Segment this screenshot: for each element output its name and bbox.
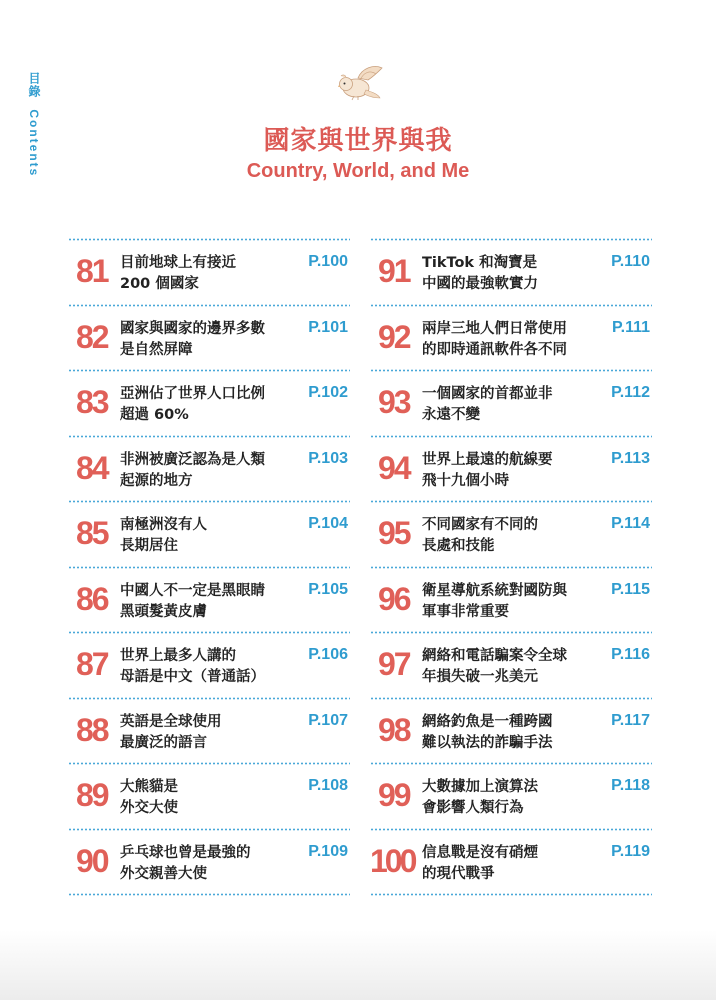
page-ref[interactable]: P.111: [612, 318, 650, 336]
toc-item-97[interactable]: [370, 634, 652, 697]
page-ref[interactable]: P.105: [308, 580, 348, 598]
item-number: 82: [76, 318, 108, 355]
item-title: 兩岸三地人們日常使用 的即時通訊軟件各不同: [422, 320, 567, 358]
item-number: 100: [370, 842, 415, 879]
toc-item-84[interactable]: [68, 438, 350, 501]
item-title: 非洲被廣泛認為是人類 起源的地方: [120, 451, 265, 489]
page-ref[interactable]: P.113: [611, 449, 650, 467]
page-ref[interactable]: P.110: [611, 253, 650, 270]
toc-item-98[interactable]: [370, 700, 652, 763]
item-number: 85: [76, 515, 108, 551]
item-number: 84: [76, 449, 108, 486]
item-number: 81: [76, 253, 108, 289]
item-title: 信息戰是沒有硝煙 的現代戰爭: [422, 844, 538, 882]
page-ref[interactable]: P.116: [611, 646, 650, 663]
page-ref[interactable]: P.117: [611, 711, 650, 729]
item-number: 96: [378, 580, 410, 617]
item-number: 88: [76, 711, 108, 748]
page-ref[interactable]: P.106: [308, 646, 348, 663]
toc-item-94[interactable]: [370, 438, 652, 501]
page-ref[interactable]: P.112: [611, 384, 650, 401]
toc-item-100[interactable]: [370, 831, 652, 894]
toc-item-81[interactable]: [68, 241, 350, 304]
toc-item-89[interactable]: [68, 765, 350, 828]
toc-column-left: [68, 238, 350, 896]
page-ref[interactable]: P.102: [308, 384, 348, 401]
page-ref[interactable]: P.119: [611, 842, 650, 860]
item-title: 乒乓球也曾是最強的 外交親善大使: [120, 844, 251, 882]
page-ref[interactable]: P.104: [308, 515, 348, 532]
item-number: 98: [378, 711, 410, 748]
dotted-divider: [68, 893, 350, 896]
toc-item-91[interactable]: [370, 241, 652, 304]
item-number: 99: [378, 777, 410, 813]
item-title: TikTok 和淘寶是 中國的最強軟實力: [422, 255, 538, 292]
page-ref[interactable]: P.115: [611, 580, 650, 598]
page-ref[interactable]: P.108: [308, 777, 348, 794]
item-number: 95: [378, 515, 410, 551]
toc-item-87[interactable]: [68, 634, 350, 697]
toc-item-96[interactable]: [370, 569, 652, 632]
page-ref[interactable]: P.109: [308, 842, 348, 860]
page-ref[interactable]: P.118: [611, 777, 650, 794]
toc-item-95[interactable]: [370, 503, 652, 566]
dove-icon: [338, 64, 384, 102]
page-ref[interactable]: P.107: [308, 711, 348, 729]
item-title: 英語是全球使用 最廣泛的語言: [120, 713, 222, 751]
toc-item-85[interactable]: [68, 503, 350, 566]
item-title: 一個國家的首都並非 永遠不變: [422, 386, 553, 423]
toc-item-90[interactable]: [68, 831, 350, 894]
item-number: 92: [378, 318, 410, 355]
toc-item-93[interactable]: [370, 372, 652, 435]
item-number: 91: [378, 253, 410, 289]
toc-item-99[interactable]: [370, 765, 652, 828]
page-ref[interactable]: P.103: [308, 449, 348, 467]
item-title: 南極洲沒有人 長期居住: [120, 517, 207, 554]
page-ref[interactable]: P.101: [308, 318, 348, 336]
dotted-divider: [370, 893, 652, 896]
item-title: 國家與國家的邊界多數 是自然屏障: [120, 320, 265, 358]
item-title: 亞洲佔了世界人口比例 超過 60%: [120, 386, 265, 423]
item-title: 大熊貓是 外交大使: [120, 779, 178, 816]
item-title: 不同國家有不同的 長處和技能: [422, 517, 538, 554]
item-title: 大數據加上演算法 會影響人類行為: [422, 779, 538, 816]
item-title: 世界上最多人講的 母語是中文（普通話）: [120, 648, 265, 685]
item-number: 97: [378, 646, 410, 682]
item-number: 86: [76, 580, 108, 617]
item-title: 網絡和電話騙案令全球 年損失破一兆美元: [422, 648, 567, 685]
item-number: 90: [76, 842, 108, 879]
page-title-en: Country, World, and Me: [246, 160, 470, 182]
page-title-zh: 國家與世界與我: [263, 126, 453, 156]
item-title: 衛星導航系統對國防與 軍事非常重要: [422, 582, 567, 620]
item-number: 83: [76, 384, 108, 420]
toc-item-82[interactable]: [68, 307, 350, 370]
page-ref[interactable]: P.100: [308, 253, 348, 270]
page-ref[interactable]: P.114: [611, 515, 650, 532]
side-tab-zh: 目錄: [27, 72, 41, 98]
toc-item-86[interactable]: [68, 569, 350, 632]
item-number: 94: [378, 449, 410, 486]
toc-item-83[interactable]: [68, 372, 350, 435]
toc-column-right: [370, 238, 652, 896]
item-title: 網絡釣魚是一種跨國 難以執法的詐騙手法: [422, 713, 553, 751]
side-tab-en: Contents: [27, 109, 41, 178]
item-number: 93: [378, 384, 410, 420]
item-title: 目前地球上有接近 200 個國家: [120, 255, 236, 292]
item-number: 87: [76, 646, 108, 682]
toc-item-88[interactable]: [68, 700, 350, 763]
toc-item-92[interactable]: [370, 307, 652, 370]
item-title: 中國人不一定是黑眼睛 黑頭髮黃皮膚: [120, 582, 265, 620]
item-title: 世界上最遠的航線要 飛十九個小時: [422, 451, 553, 489]
item-number: 89: [76, 777, 108, 813]
